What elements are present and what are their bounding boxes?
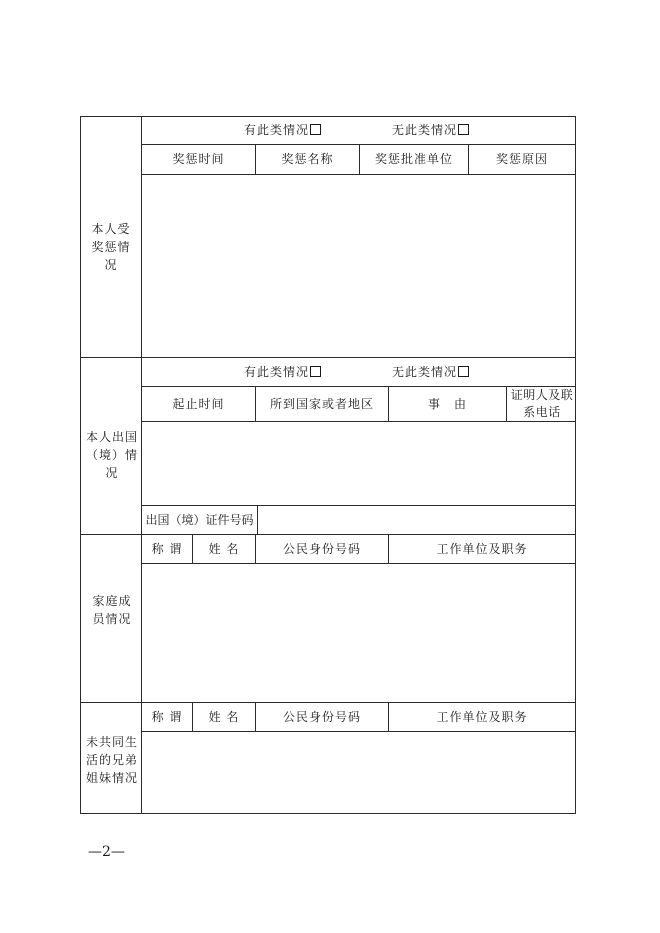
abroad-section-label: 本人出国（境）情况: [85, 430, 138, 480]
table-border-bottom: [80, 813, 576, 814]
awards-header-time: 奖惩时间: [172, 152, 225, 166]
awards-header-approver: 奖惩批准单位: [374, 152, 453, 166]
siblings-header-relation: 称 谓: [151, 710, 183, 724]
page-number: —2—: [88, 844, 125, 860]
family-header-employer-position: 工作单位及职务: [436, 542, 528, 556]
column-divider: [506, 386, 507, 422]
passport-number-field[interactable]: [258, 506, 575, 534]
abroad-has-label: 有此类情况: [244, 365, 310, 379]
abroad-none-option[interactable]: [392, 365, 469, 379]
table-border-left: [80, 116, 81, 814]
family-header-id-number: 公民身份号码: [282, 542, 361, 556]
awards-section-label: 本人受奖惩情况: [91, 222, 131, 272]
awards-has-label: 有此类情况: [244, 123, 310, 137]
abroad-header-purpose: 事 由: [427, 397, 467, 411]
siblings-header-name: 姓 名: [208, 710, 240, 724]
abroad-has-checkbox[interactable]: [310, 366, 321, 377]
table-border-right: [575, 116, 576, 814]
siblings-header-employer-position: 工作单位及职务: [436, 710, 528, 724]
abroad-entry-area[interactable]: [142, 422, 575, 505]
registration-form-table: [80, 116, 576, 814]
awards-header-reason: 奖惩原因: [495, 152, 548, 166]
section-divider: [80, 702, 576, 703]
awards-none-option[interactable]: [392, 123, 469, 137]
section-divider: [80, 534, 576, 535]
family-header-relation: 称 谓: [151, 542, 183, 556]
abroad-header-destination: 所到国家或者地区: [269, 397, 374, 411]
awards-has-option[interactable]: [244, 123, 321, 137]
awards-header-name: 奖惩名称: [281, 152, 334, 166]
awards-has-checkbox[interactable]: [310, 124, 321, 135]
table-border-top: [80, 116, 576, 117]
section-divider: [80, 357, 576, 358]
abroad-none-checkbox[interactable]: [458, 366, 469, 377]
abroad-header-period: 起止时间: [172, 397, 225, 411]
family-entry-area[interactable]: [142, 564, 575, 702]
siblings-section-label: 未共同生活的兄弟姐妹情况: [85, 735, 138, 785]
family-section-label: 家庭成员情况: [92, 594, 132, 626]
abroad-none-label: 无此类情况: [392, 365, 458, 379]
awards-entry-area[interactable]: [142, 175, 575, 357]
abroad-has-option[interactable]: [244, 365, 321, 379]
awards-none-label: 无此类情况: [392, 123, 458, 137]
passport-number-label: 出国（境）证件号码: [145, 513, 254, 527]
siblings-header-id-number: 公民身份号码: [282, 710, 361, 724]
family-header-name: 姓 名: [208, 542, 240, 556]
siblings-entry-area[interactable]: [142, 732, 575, 813]
awards-none-checkbox[interactable]: [458, 124, 469, 135]
abroad-header-witness: 证明人及联系电话: [510, 388, 574, 419]
